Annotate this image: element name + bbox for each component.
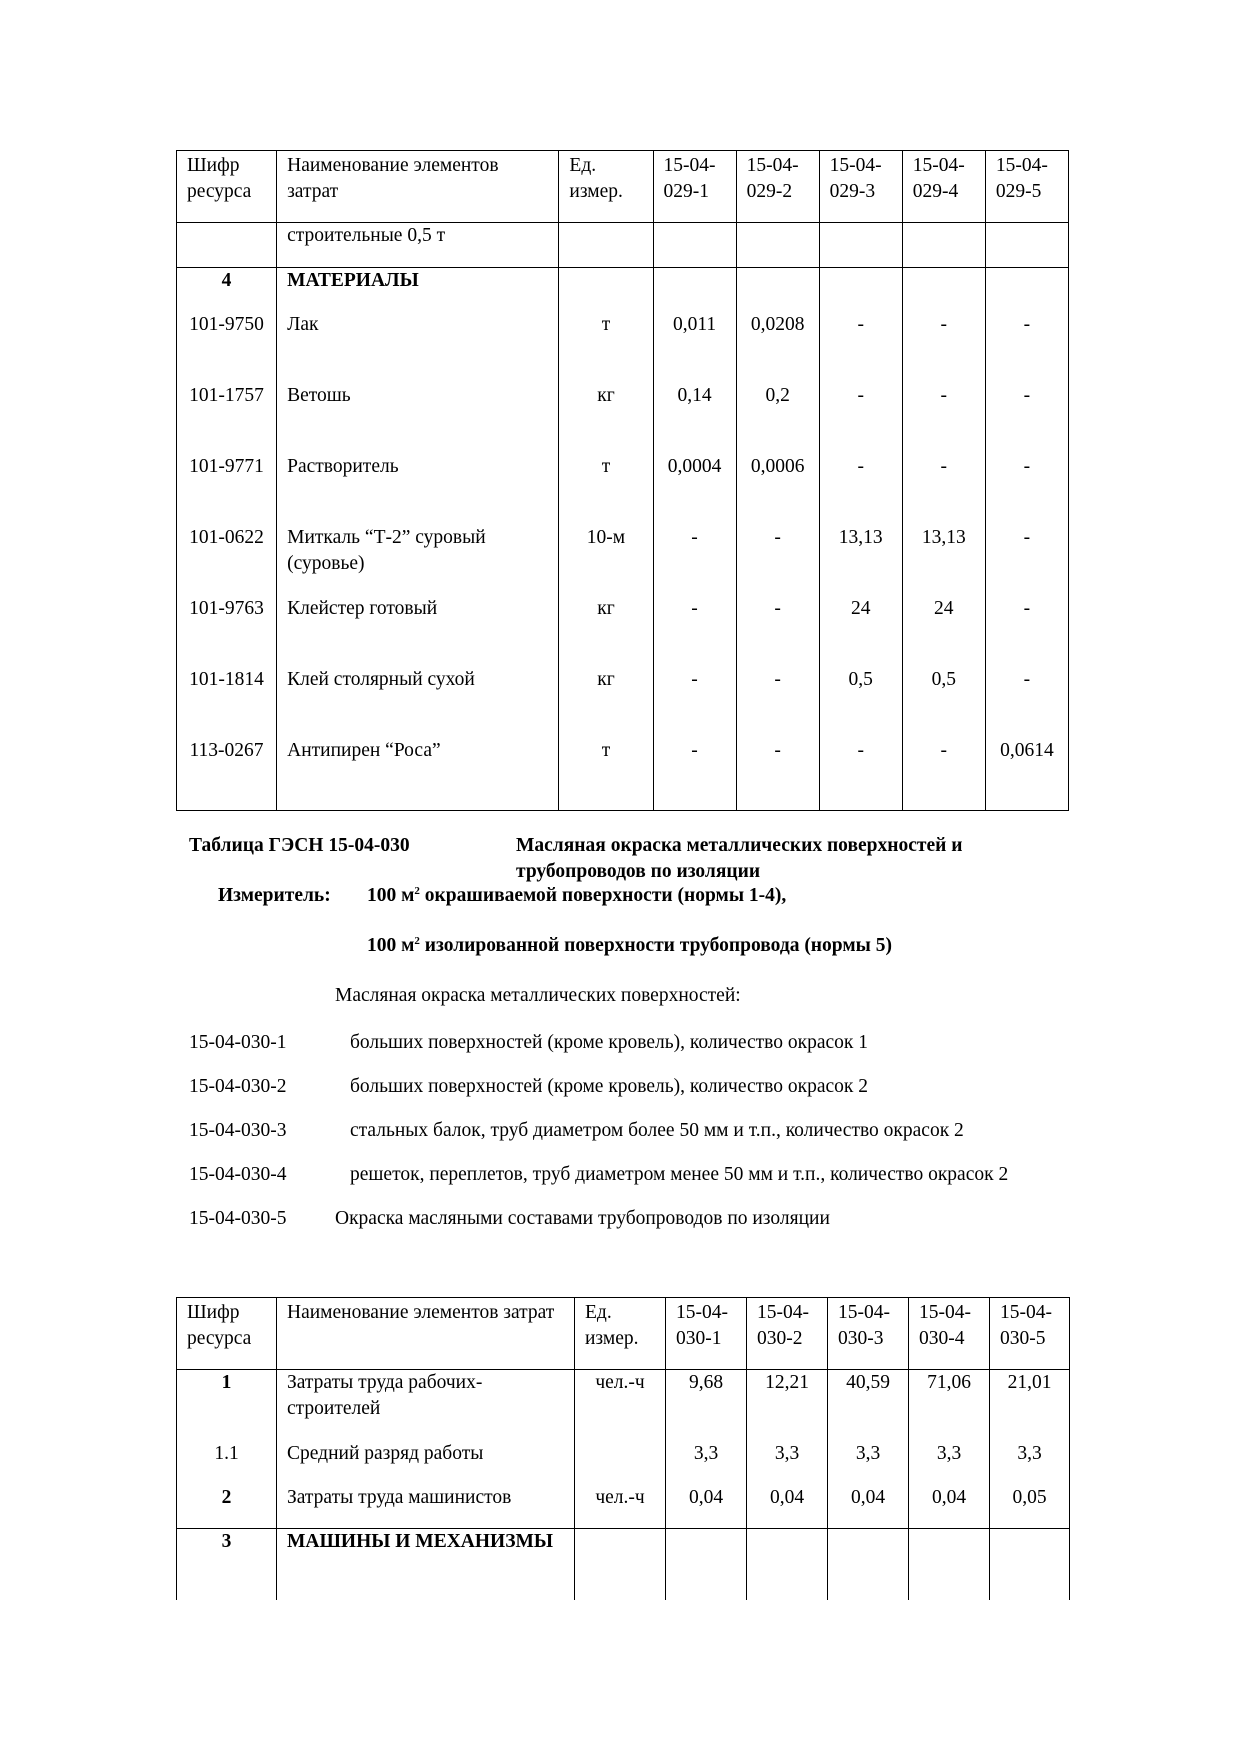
norm-value: 24 <box>902 596 985 667</box>
resource-unit: кг <box>559 383 653 454</box>
resource-code: 1 <box>177 1370 277 1441</box>
table-label: Таблица ГЭСН 15-04-030 <box>189 835 410 856</box>
header-norm-1: 15-04-029-1 <box>653 151 736 223</box>
resource-name: Клей столярный сухой <box>277 667 559 738</box>
norm-value: - <box>985 667 1068 738</box>
resource-code: 101-1757 <box>177 383 277 454</box>
resource-name: Растворитель <box>277 454 559 525</box>
table-header-row <box>177 151 1069 223</box>
norm-value: - <box>819 383 902 454</box>
norm-value: - <box>902 454 985 525</box>
header-norm-2: 15-04-029-2 <box>736 151 819 223</box>
table-cell <box>819 223 902 268</box>
resource-code: 2 <box>177 1485 277 1529</box>
norm-value: 0,05 <box>990 1485 1070 1529</box>
norm-value: 3,3 <box>990 1441 1070 1485</box>
resource-name: Затраты труда рабочих-строителей <box>277 1370 575 1441</box>
resource-code: 101-9750 <box>177 312 277 383</box>
meter-line-1: 100 $м^2$ окрашиваемой поверхности (нормы 1-4), <box>367 885 787 906</box>
norm-value: - <box>736 667 819 738</box>
norm-value: 0,2 <box>736 383 819 454</box>
header-resource-code: Шифр ресурса <box>177 151 277 223</box>
norm-value: - <box>985 383 1068 454</box>
section-code: 3 <box>177 1529 277 1600</box>
resource-unit <box>575 1441 666 1485</box>
header-cost-element-name: Наименование элементов затрат <box>277 151 559 223</box>
table-cell <box>736 223 819 268</box>
table-row <box>177 383 1069 454</box>
norm-value: 3,3 <box>747 1441 828 1485</box>
norm-value <box>828 1529 909 1600</box>
header-norm-5: 15-04-030-5 <box>990 1298 1070 1370</box>
section-row <box>177 268 1069 312</box>
resource-code: 113-0267 <box>177 738 277 811</box>
norm-description: больших поверхностей (кроме кровель), количество окрасок 1 <box>350 1032 869 1053</box>
norm-value: 0,04 <box>909 1485 990 1529</box>
resources-table-030 <box>176 1297 1070 1600</box>
resource-name: Клейстер готовый <box>277 596 559 667</box>
table-cell <box>902 268 985 312</box>
norm-value <box>990 1529 1070 1600</box>
table-cell <box>736 268 819 312</box>
table-row <box>177 312 1069 383</box>
header-norm-5: 15-04-029-5 <box>985 151 1068 223</box>
header-unit: Ед. измер. <box>559 151 653 223</box>
table-row <box>177 667 1069 738</box>
norm-value: - <box>736 596 819 667</box>
header-unit: Ед. измер. <box>575 1298 666 1370</box>
header-norm-3: 15-04-030-3 <box>828 1298 909 1370</box>
norm-value: 0,04 <box>747 1485 828 1529</box>
table-row <box>177 738 1069 811</box>
norm-value: - <box>653 596 736 667</box>
norm-code: 15-04-030-2 <box>189 1076 287 1097</box>
norm-value: - <box>985 454 1068 525</box>
norm-description: Окраска масляными составами трубопроводов по изоляции <box>335 1208 830 1229</box>
norm-value: - <box>736 738 819 811</box>
resource-name: Затраты труда машинистов <box>277 1485 575 1529</box>
norm-value: - <box>902 312 985 383</box>
resource-unit: 10-м <box>559 525 653 596</box>
meter-line-2: 100 $м^2$ изолированной поверхности трубопровода (нормы 5) <box>367 935 892 956</box>
norm-value: 9,68 <box>666 1370 747 1441</box>
norm-value: 0,04 <box>666 1485 747 1529</box>
norm-description: больших поверхностей (кроме кровель), количество окрасок 2 <box>350 1076 869 1097</box>
norm-value: 3,3 <box>909 1441 990 1485</box>
table-cell <box>902 223 985 268</box>
resource-name: Антипирен “Роса” <box>277 738 559 811</box>
norm-value <box>909 1529 990 1600</box>
table-cell <box>985 223 1068 268</box>
norm-value: 71,06 <box>909 1370 990 1441</box>
header-norm-3: 15-04-029-3 <box>819 151 902 223</box>
resource-unit: чел.-ч <box>575 1485 666 1529</box>
norm-value: - <box>985 525 1068 596</box>
norm-value: - <box>736 525 819 596</box>
norm-value: 0,04 <box>828 1485 909 1529</box>
norm-value: 0,0004 <box>653 454 736 525</box>
resource-name: Средний разряд работы <box>277 1441 575 1485</box>
subheading: Масляная окраска металлических поверхностей: <box>335 985 741 1006</box>
resource-code: 101-9763 <box>177 596 277 667</box>
resource-code: 101-9771 <box>177 454 277 525</box>
header-norm-2: 15-04-030-2 <box>747 1298 828 1370</box>
resource-name: Ветошь <box>277 383 559 454</box>
section-code: 4 <box>177 268 277 312</box>
norm-value: 40,59 <box>828 1370 909 1441</box>
table-row <box>177 525 1069 596</box>
norm-value <box>666 1529 747 1600</box>
norm-value: 0,5 <box>902 667 985 738</box>
norm-value: 13,13 <box>902 525 985 596</box>
norm-code: 15-04-030-4 <box>189 1164 287 1185</box>
norm-value: 3,3 <box>828 1441 909 1485</box>
norm-value: - <box>902 738 985 811</box>
table-row <box>177 1485 1070 1529</box>
norm-value: 21,01 <box>990 1370 1070 1441</box>
table-cell <box>819 268 902 312</box>
table-cell <box>177 223 277 268</box>
norm-value: 0,011 <box>653 312 736 383</box>
table-cell <box>559 223 653 268</box>
header-resource-code: Шифр ресурса <box>177 1298 277 1370</box>
norm-value: - <box>653 738 736 811</box>
resource-unit: чел.-ч <box>575 1370 666 1441</box>
resource-code: 1.1 <box>177 1441 277 1485</box>
table-cell <box>559 268 653 312</box>
section-name: МАТЕРИАЛЫ <box>277 268 559 312</box>
norm-description: решеток, переплетов, труб диаметром менее 50 мм и т.п., количество окрасок 2 <box>350 1164 1009 1185</box>
table-row <box>177 596 1069 667</box>
table-header-row <box>177 1298 1070 1370</box>
resource-unit: т <box>559 312 653 383</box>
resource-unit: т <box>559 738 653 811</box>
header-norm-4: 15-04-030-4 <box>909 1298 990 1370</box>
header-cost-element-name: Наименование элементов затрат <box>277 1298 575 1370</box>
norm-value: 0,14 <box>653 383 736 454</box>
norm-code: 15-04-030-1 <box>189 1032 287 1053</box>
resource-unit: кг <box>559 667 653 738</box>
norm-value: 12,21 <box>747 1370 828 1441</box>
norm-value <box>747 1529 828 1600</box>
norm-value: 3,3 <box>666 1441 747 1485</box>
norm-value: 0,0208 <box>736 312 819 383</box>
norm-value: 0,0006 <box>736 454 819 525</box>
resource-name: Лак <box>277 312 559 383</box>
resource-code: 101-0622 <box>177 525 277 596</box>
norm-value: - <box>653 667 736 738</box>
table-cell <box>653 268 736 312</box>
norm-value: - <box>653 525 736 596</box>
header-norm-4: 15-04-029-4 <box>902 151 985 223</box>
norm-description: стальных балок, труб диаметром более 50 мм и т.п., количество окрасок 2 <box>350 1120 964 1141</box>
norm-value: 0,5 <box>819 667 902 738</box>
meter-label: Измеритель: <box>218 885 331 906</box>
table-cell <box>653 223 736 268</box>
table-title: Масляная окраска металлических поверхностей и трубопроводов по изоляции <box>516 835 963 882</box>
norm-value: - <box>985 596 1068 667</box>
norm-value: 13,13 <box>819 525 902 596</box>
norm-value: - <box>819 454 902 525</box>
table-cell: строительные 0,5 т <box>277 223 559 268</box>
resource-unit: кг <box>559 596 653 667</box>
section-row <box>177 1529 1070 1600</box>
resources-table-029 <box>176 150 1069 811</box>
norm-value: - <box>985 312 1068 383</box>
continuation-row <box>177 223 1069 268</box>
norm-value: - <box>819 312 902 383</box>
table-cell <box>985 268 1068 312</box>
table-row <box>177 1441 1070 1485</box>
norm-code: 15-04-030-3 <box>189 1120 287 1141</box>
norm-code: 15-04-030-5 <box>189 1208 287 1229</box>
resource-name: Миткаль “Т-2” суровый (суровье) <box>277 525 559 596</box>
section-name: МАШИНЫ И МЕХАНИЗМЫ <box>277 1529 575 1600</box>
resource-unit: т <box>559 454 653 525</box>
header-norm-1: 15-04-030-1 <box>666 1298 747 1370</box>
table-row <box>177 1370 1070 1441</box>
resource-code: 101-1814 <box>177 667 277 738</box>
norm-value: 0,0614 <box>985 738 1068 811</box>
norm-value: - <box>819 738 902 811</box>
norm-value: - <box>902 383 985 454</box>
table-row <box>177 454 1069 525</box>
norm-value: 24 <box>819 596 902 667</box>
resource-unit <box>575 1529 666 1600</box>
